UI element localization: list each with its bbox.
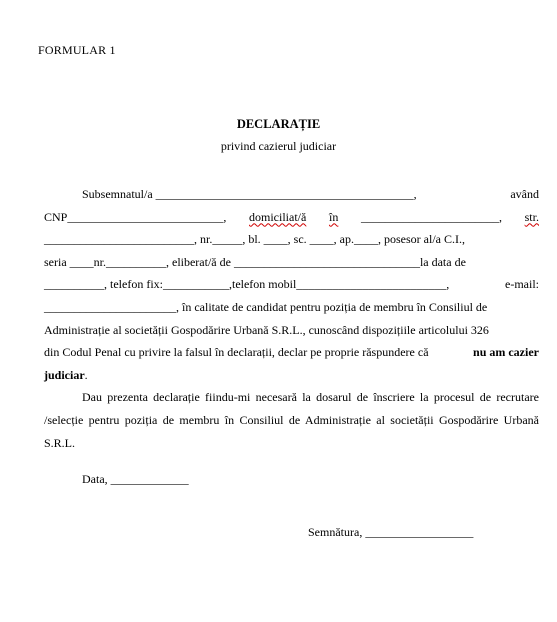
paragraph-2: Dau prezenta declarație fiindu-mi necesară la dosarul de înscriere la procesul de recrutare /selecție pentru poziția de membru în Consiliul de Administrație al societății Gospodărire Urbană S.R.L. [44,390,539,450]
line-4-text: seria ____nr.__________, eliberat/ă de _______________________________la data de [44,254,466,269]
line-1-part-a: Subsemnatul/a ___________________________________________, [82,187,417,201]
line-1-part-b: având [510,187,539,201]
line-2-part-c: în [328,209,339,224]
line-4 [44,251,539,274]
line-7-text: Administrație al societății Gospodărire Urbană S.R.L., cunoscând dispozițiile articolului 326 [44,322,489,337]
document-subtitle: privind cazierul judiciar [220,139,337,153]
paragraph-1 [44,183,539,206]
line-2-part-a: CNP__________________________, [44,209,227,224]
line-6 [44,296,539,319]
line-9-part-b: . [84,367,88,382]
line-3-text: _________________________, nr._____, bl. ____, sc. ____, ap.____, posesor al/a C.I., [44,232,465,247]
line-2-part-e: str. [524,209,539,224]
signature-line: Semnătura, __________________ [308,525,474,539]
line-1 [44,183,539,206]
line-8-part-a: din Codul Penal cu privire la falsul în declarații, declar pe proprie răspundere că [44,345,429,360]
line-5-part-a: __________, telefon fix:___________,telefon mobil_________________________, [44,277,450,292]
document-title: DECLARAȚIE [236,117,321,131]
line-8 [44,341,539,364]
line-5-part-b: e-mail: [505,277,539,292]
line-6-text: ______________________, în calitate de candidat pentru poziția de membru în Consiliul de [44,299,488,314]
line-3 [44,228,539,251]
line-5 [44,273,539,296]
line-9 [44,364,539,387]
line-2-part-b: domiciliat/ă [249,209,307,224]
declaration-body [44,183,539,454]
line-7 [44,319,539,342]
line-2 [44,206,539,229]
line-9-part-a: judiciar [44,367,85,382]
line-2-part-d: _______________________, [360,209,502,224]
line-8-part-b: nu am cazier [473,345,539,360]
form-label: FORMULAR 1 [38,43,116,57]
date-line: Data, _____________ [82,472,189,486]
